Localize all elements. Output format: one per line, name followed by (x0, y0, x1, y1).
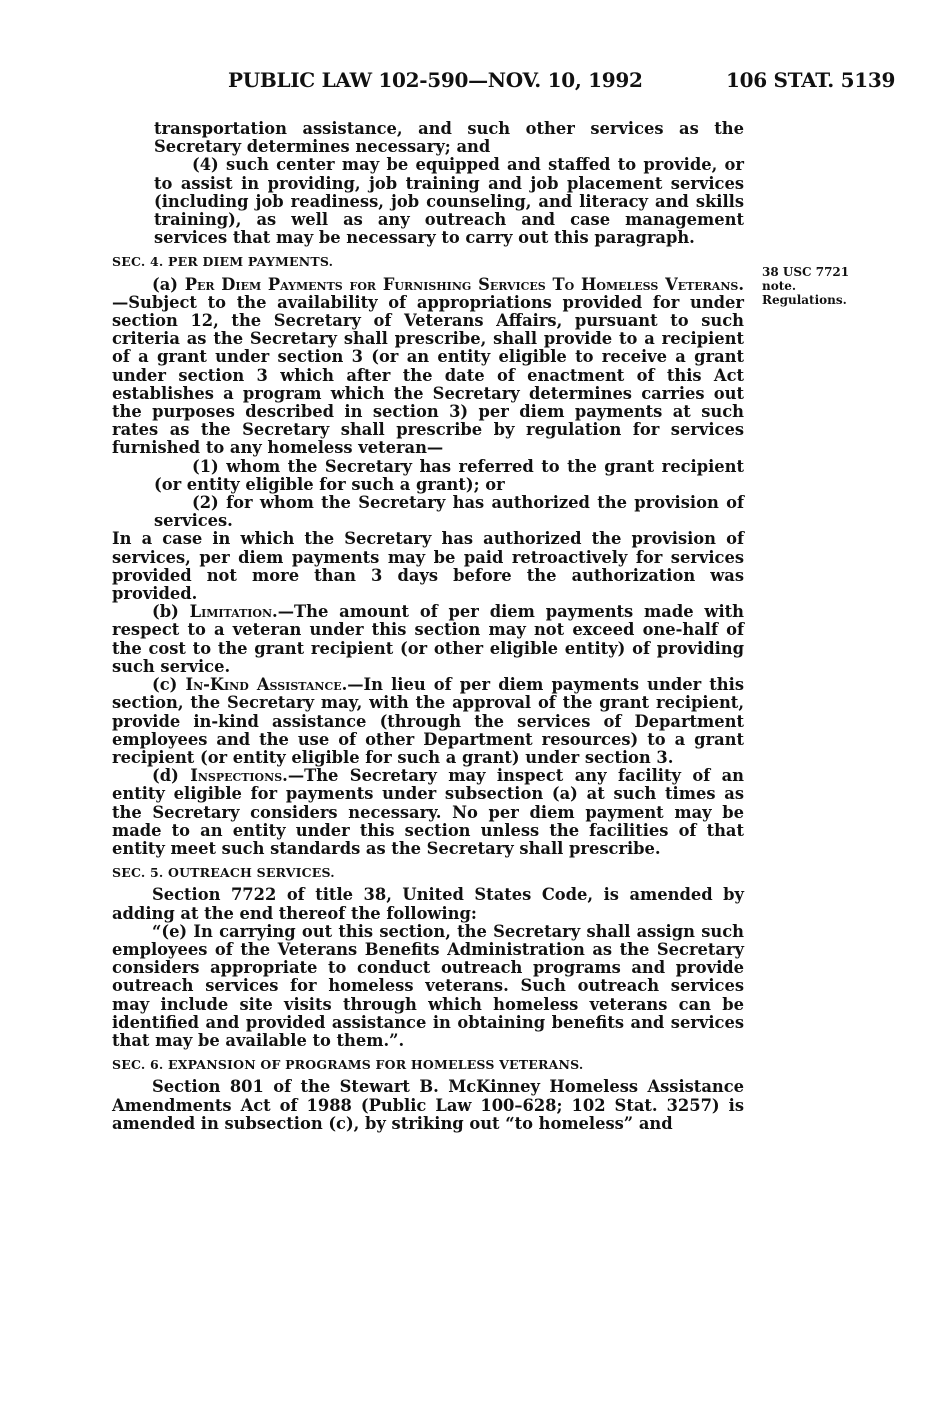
section-4b-label: (b) (152, 602, 190, 622)
running-header-page-cite: 106 STAT. 5139 (726, 68, 896, 92)
section-5-intro: Section 7722 of title 38, United States Code, is amended by adding at the end thereof the following: (112, 885, 744, 923)
section-4c-label: (c) (152, 675, 186, 695)
paragraph-continuation: transportation assistance, and such other services as the Secretary determines necessary; and (154, 119, 744, 157)
section-4b-title: Limitation. (189, 602, 278, 622)
margin-notes (762, 265, 872, 307)
section-6-text: Section 801 of the Stewart B. McKinney Homeless Assistance Amendments Act of 1988 (Public Law 100–628; 102 Stat. 3257) is amended in subsection (c), by striking out “to homeless” and (112, 1077, 744, 1133)
section-4d-text: —The Secretary may inspect any facility of an entity eligible for payments under subsection (a) at such times as the Secretary considers necessary. No per diem payment may be made to an entity under this section unless the facilities of that entity meet such standards as the Secretary shall prescribe. (112, 766, 744, 858)
section-4d-label: (d) (152, 766, 191, 786)
section-4c-title: In-Kind Assistance. (185, 675, 348, 695)
section-5-heading: SEC. 5. OUTREACH SERVICES. (112, 865, 335, 881)
paragraph-item-4: (4) such center may be equipped and staffed to provide, or to assist in providing, job training and job placement services (including job readiness, job counseling, and literacy and skills training), as well as any outreach and case management services that may be necessary to carry out this paragraph. (154, 155, 744, 248)
section-4d-title: Inspections. (190, 766, 288, 786)
section-4-heading: SEC. 4. PER DIEM PAYMENTS. (112, 254, 334, 270)
section-4a-item-2: (2) for whom the Secretary has authorized the provision of services. (154, 493, 744, 531)
section-4c-text: —In lieu of per diem payments under this section, the Secretary may, with the approval of the grant recipient, provide in-kind assistance (through the services of Department employees and the use of other Department resources) to a grant recipient (or entity eligible for such a grant) under section 3. (112, 675, 744, 767)
section-4a-tail: In a case in which the Secretary has authorized the provision of services, per diem payments may be paid retroactively for services provided not more than 3 days before the authorization was provided. (112, 529, 744, 604)
section-4a-text: —Subject to the availability of appropriations provided for under section 12, the Secretary of Veterans Affairs, pursuant to such criteria as the Secretary shall prescribe, shall provide to a recipient of a grant under section 3 (or an entity eligible to receive a grant under section 3 which after the date of enactment of this Act establishes a program which the Secretary determines carries out the purposes described in section 3) per diem payments at such rates as the Secretary shall prescribe by regulation for services furnished to any homeless veteran— (112, 292, 744, 458)
section-4d (112, 767, 744, 858)
section-4b-text: —The amount of per diem payments made with respect to a veteran under this section may not exceed one-half of the cost to the grant recipient (or other eligible entity) of providing such service. (112, 602, 744, 676)
margin-note-usc: 38 USC 7721 (762, 265, 850, 279)
section-4b (112, 603, 744, 676)
section-4a-title: Per Diem Payments for Furnishing Services To Homeless Veterans. (184, 274, 745, 294)
margin-note-regulations: Regulations. (762, 293, 847, 307)
margin-note-note: note. (762, 279, 797, 293)
section-6-heading: SEC. 6. EXPANSION OF PROGRAMS FOR HOMELESS VETERANS. (112, 1057, 584, 1073)
section-4a-label: (a) (152, 274, 185, 294)
running-header-title: PUBLIC LAW 102-590—NOV. 10, 1992 (228, 68, 643, 92)
body-text-column (112, 120, 744, 1133)
section-4a-item-1: (1) whom the Secretary has referred to the grant recipient (or entity eligible for such a grant); or (154, 456, 744, 494)
section-4c (112, 676, 744, 767)
section-5-amendment: “(e) In carrying out this section, the Secretary shall assign such employees of the Veterans Benefits Administration as the Secretary considers appropriate to conduct outreach programs and provide outreach services for homeless veterans. Such outreach services may include site visits through which homeless veterans can be identified and provided assistance in obtaining benefits and services that may be available to them.”. (112, 921, 744, 1050)
section-4a (112, 276, 744, 458)
